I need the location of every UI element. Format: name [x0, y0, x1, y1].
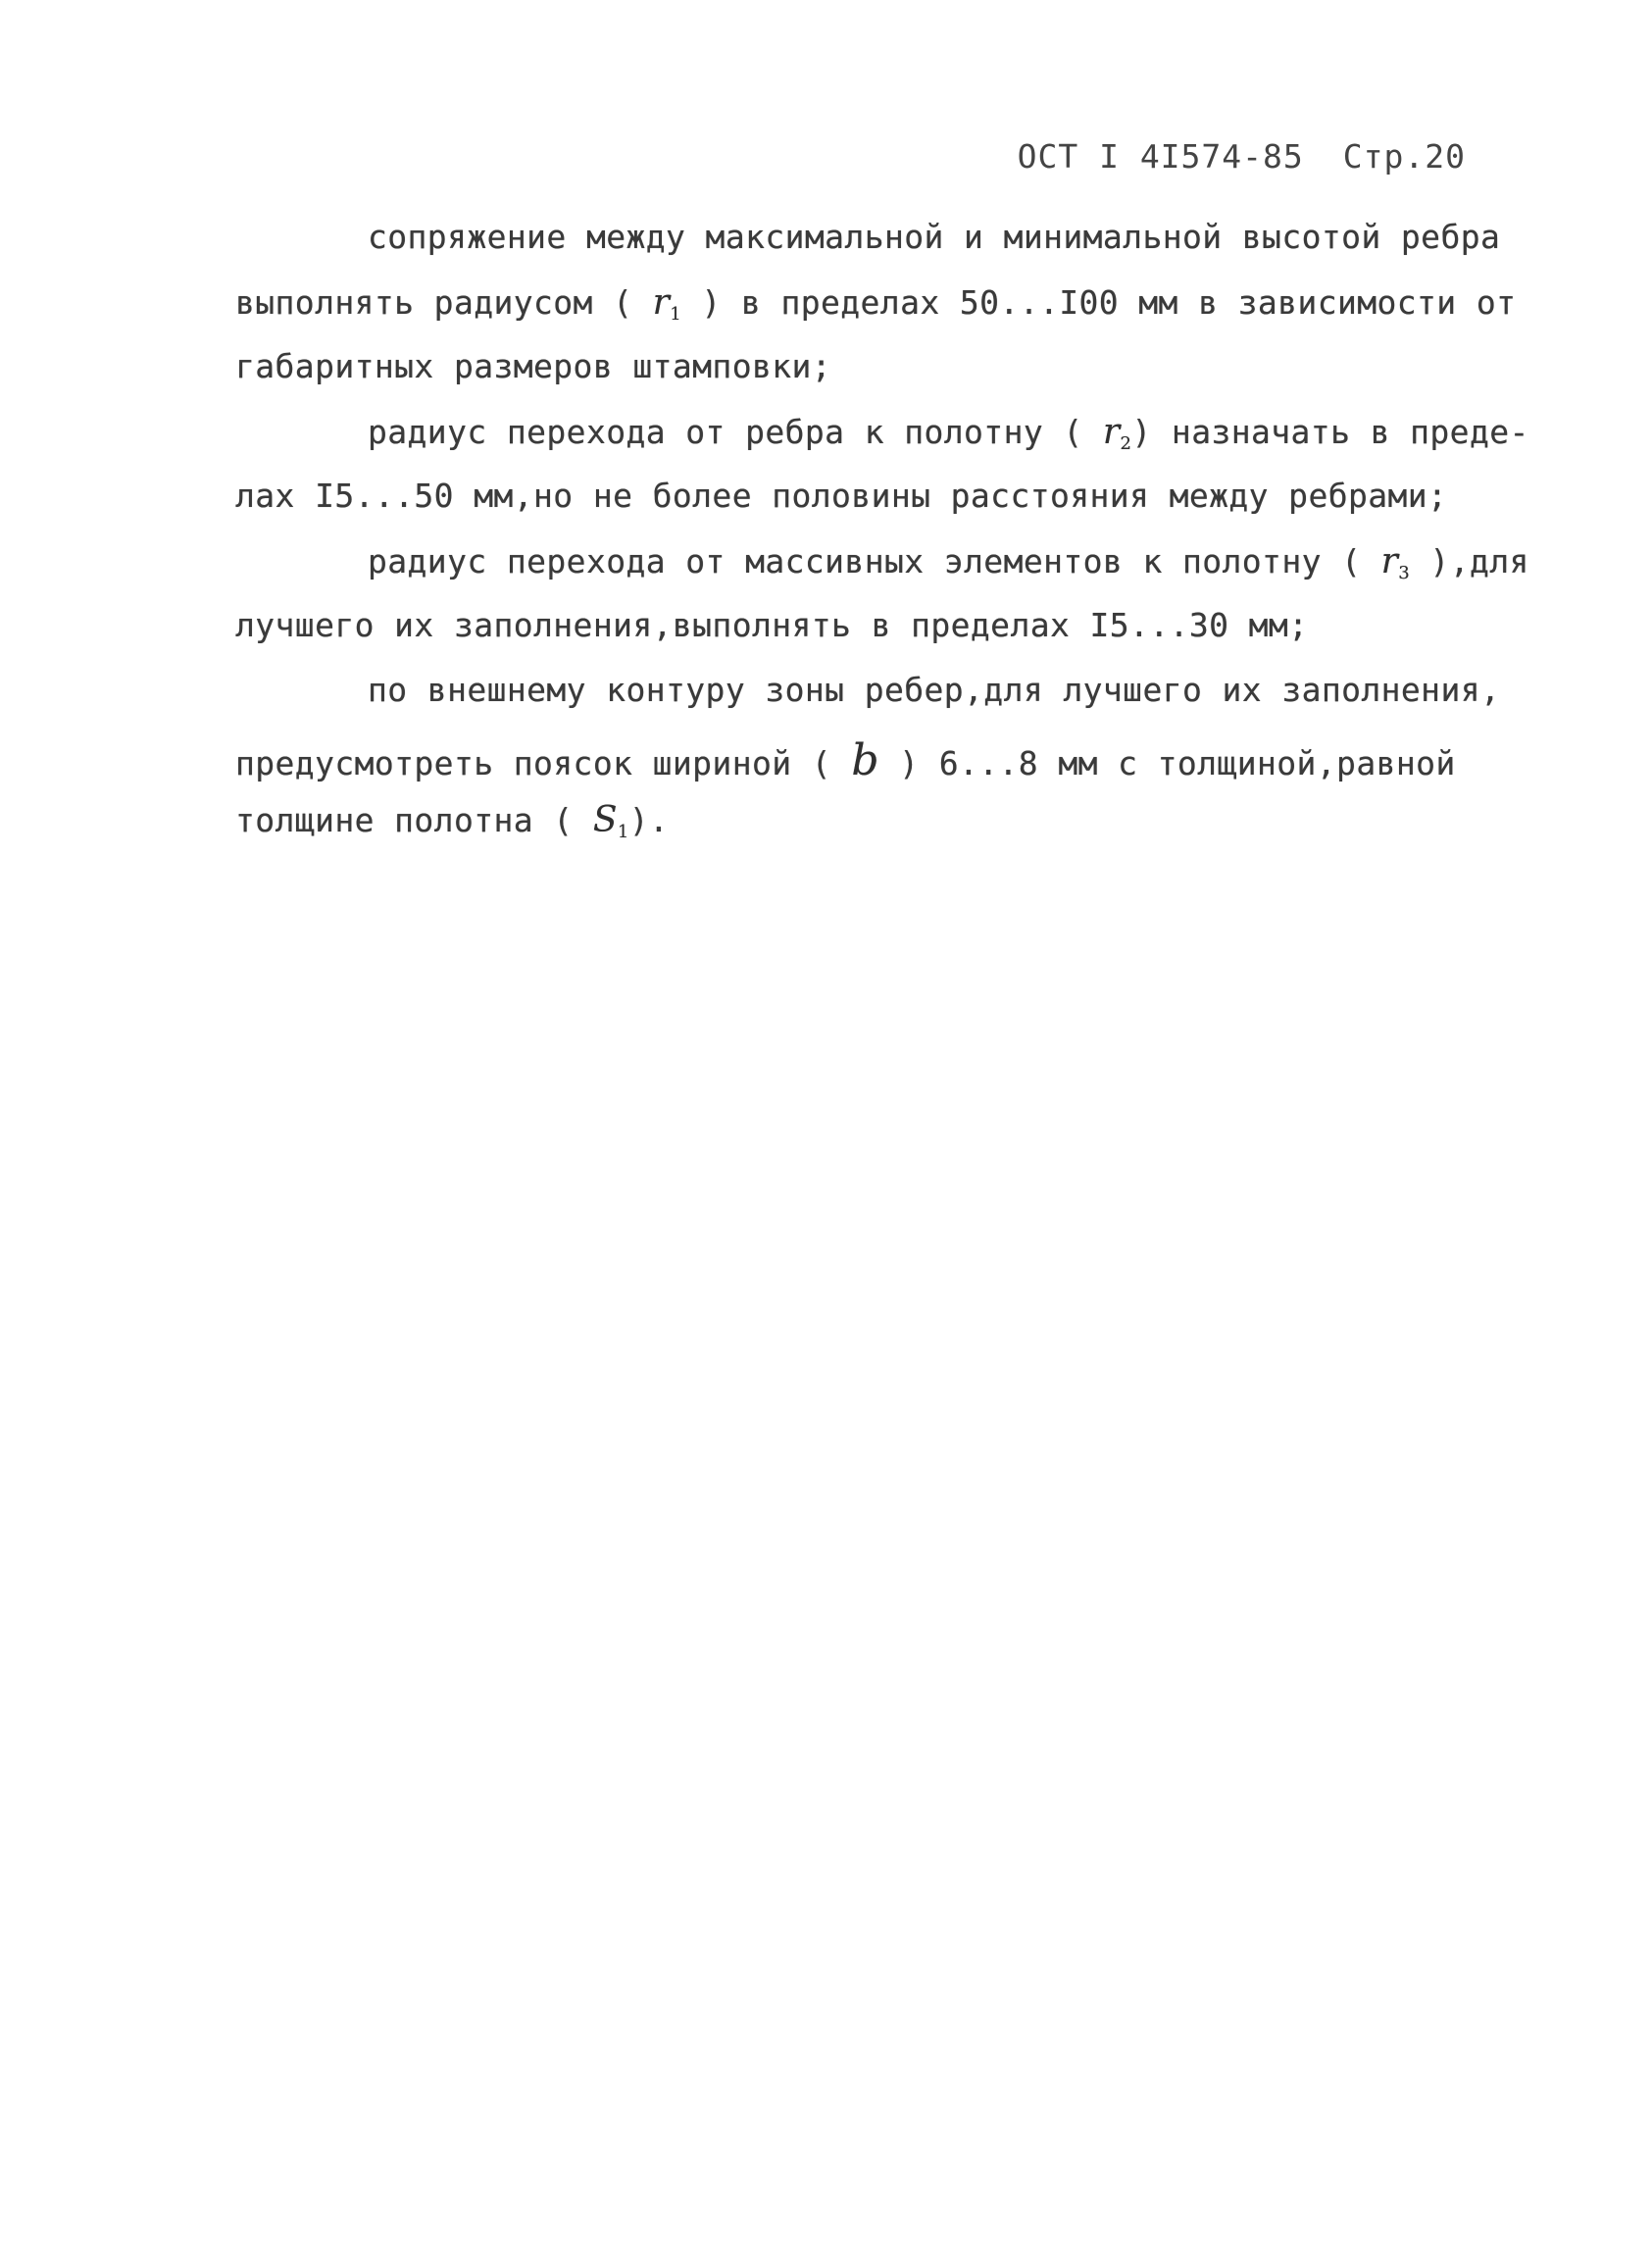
- page-header: [1018, 137, 1466, 176]
- p4-line3-post: ).: [628, 801, 670, 839]
- p4-line3-pre: толщине полотна (: [235, 801, 574, 839]
- paragraph-4-line-1: по внешнему контуру зоны ребер,для лучшего их заполнения,: [368, 671, 1501, 709]
- paragraph-1-line-1: сопряжение между максимальной и минимальной высотой ребра: [368, 218, 1501, 256]
- p3-line1-post: ),для: [1429, 542, 1529, 580]
- width-b-symbol: b: [851, 735, 879, 785]
- radius-r2-symbol: $r_2$: [1102, 412, 1132, 454]
- paragraph-4-line-2: [235, 735, 1456, 785]
- p2-line1-pre: радиус перехода от ребра к полотну (: [368, 413, 1083, 451]
- page-number: 20: [1425, 137, 1466, 176]
- paragraph-2-line-1: [368, 412, 1529, 454]
- paragraph-4-line-3: [235, 800, 669, 842]
- p4-line2-post: ) 6...8 мм с толщиной,равной: [899, 744, 1456, 782]
- paragraph-1-line-2: [235, 282, 1516, 325]
- p1-line2-pre: выполнять радиусом (: [235, 283, 633, 322]
- paragraph-2-line-2: лах I5...50 мм,но не более половины расстояния между ребрами;: [235, 477, 1448, 515]
- standard-number: ОСТ I 4I574-85: [1017, 137, 1304, 176]
- p4-line2-pre: предусмотреть поясок шириной (: [235, 744, 832, 782]
- radius-r1-symbol: $r_1$: [652, 282, 682, 325]
- thickness-s1-symbol: $S_1$: [592, 800, 629, 842]
- radius-r3-symbol: $r_3$: [1380, 541, 1411, 583]
- p1-line2-post: ) в пределах 50...I00 мм в зависимости от: [701, 283, 1517, 322]
- p2-line1-post: ) назначать в преде-: [1131, 413, 1529, 451]
- page-label: Стр.: [1342, 137, 1426, 176]
- p3-line1-pre: радиус перехода от массивных элементов к полотну (: [368, 542, 1362, 580]
- paragraph-3-line-1: [368, 541, 1529, 583]
- paragraph-1-line-3: габаритных размеров штамповки;: [235, 347, 832, 385]
- paragraph-3-line-2: лучшего их заполнения,выполнять в пределах I5...30 мм;: [235, 606, 1309, 644]
